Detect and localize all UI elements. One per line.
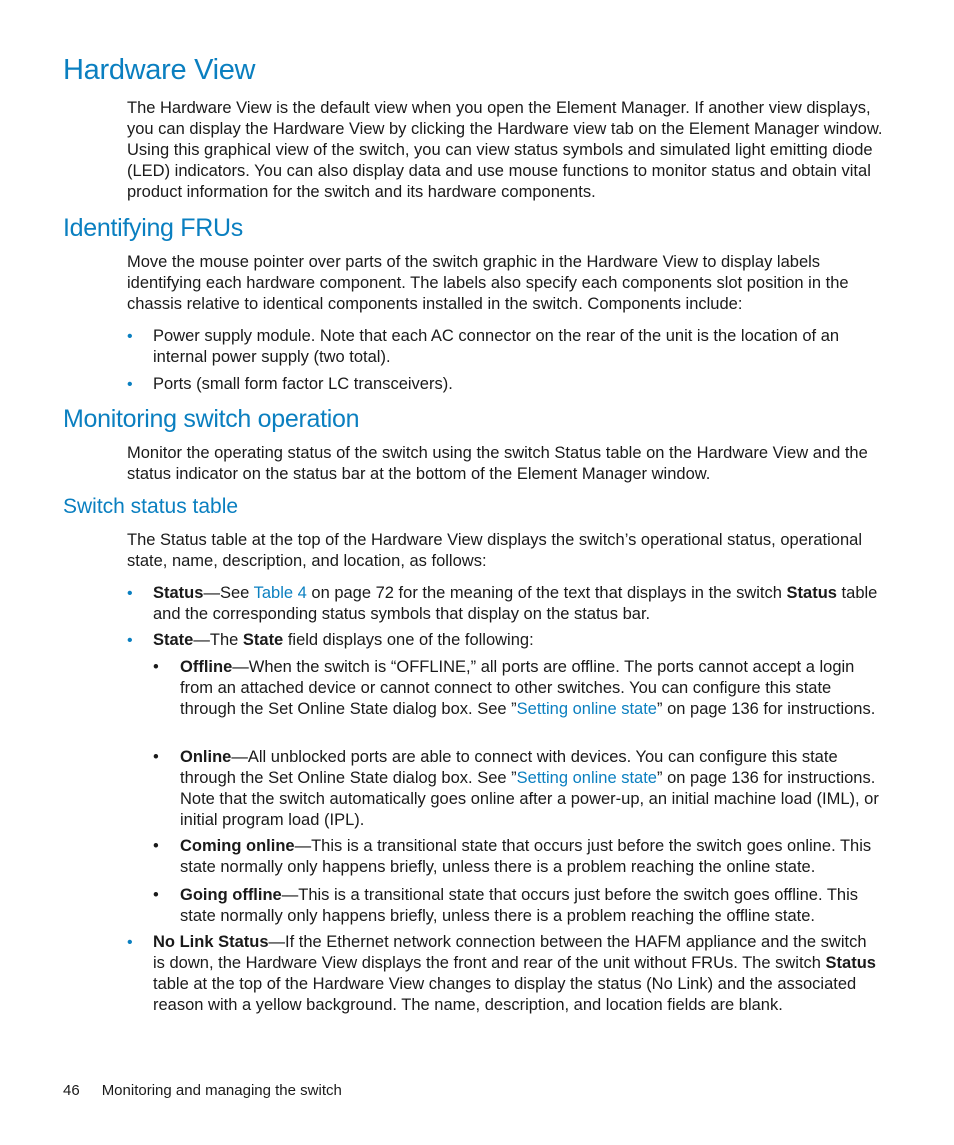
bullet-icon: • bbox=[153, 748, 159, 766]
text-run: on page 72 for the meaning of the text that displays in the switch bbox=[306, 584, 787, 602]
list-item-text bbox=[153, 583, 883, 625]
term-no-link-status: No Link Status bbox=[153, 933, 269, 951]
link-setting-online-state[interactable]: Setting online state bbox=[516, 700, 657, 718]
list-item-text bbox=[180, 657, 887, 720]
footer-section-title: Monitoring and managing the switch bbox=[101, 1082, 342, 1099]
term-online: Online bbox=[180, 748, 232, 766]
heading-monitoring-switch-operation: Monitoring switch operation bbox=[63, 405, 360, 433]
text-run: —See bbox=[203, 584, 254, 602]
text-run: —This is a transitional state that occurs just before the switch goes online. This state normally only happens briefly, unless there is a problem reaching the online state. bbox=[180, 837, 872, 876]
list-item-text: Ports (small form factor LC transceivers). bbox=[153, 375, 453, 393]
list-item-text bbox=[153, 932, 883, 1016]
heading-switch-status-table: Switch status table bbox=[63, 495, 239, 518]
bullet-icon: • bbox=[153, 837, 159, 855]
link-table-4[interactable]: Table 4 bbox=[253, 584, 307, 602]
page-footer bbox=[63, 1082, 342, 1099]
paragraph-status-table: The Status table at the top of the Hardware View displays the switch’s operational status, operational state, name, description, and location, as follows: bbox=[127, 531, 862, 570]
term-state-2: State bbox=[242, 631, 284, 649]
list-item-text bbox=[180, 747, 887, 831]
term-status-3: Status bbox=[825, 954, 876, 972]
term-coming-online: Coming online bbox=[180, 837, 295, 855]
bullet-icon: • bbox=[153, 658, 159, 676]
bullet-icon: • bbox=[127, 376, 133, 393]
text-run: —If the Ethernet network connection between the HAFM appliance and the switch is down, the Hardware View displays the front and rear of the unit without FRUs. The switch bbox=[153, 933, 867, 972]
text-run: ” on page 136 for instructions. bbox=[657, 700, 876, 718]
text-run: —This is a transitional state that occurs just before the switch goes offline. This state normally only happens briefly, unless there is a problem reaching the offline state. bbox=[180, 886, 858, 925]
text-run: ” on page 136 for instructions. Note that the switch automatically goes online after a power-up, an initial machine load (IML), or initial program load (IPL). bbox=[180, 769, 879, 829]
page-title: Hardware View bbox=[63, 54, 256, 86]
paragraph-identifying-frus: Move the mouse pointer over parts of the switch graphic in the Hardware View to display labels identifying each hardware component. The labels also specify each components slot position in the chassis relative to identical components installed in the switch. Components include: bbox=[127, 253, 849, 313]
paragraph-hardware-view: The Hardware View is the default view when you open the Element Manager. If another view displays, you can display the Hardware View by clicking the Hardware view tab on the Element Manager window. Using this graphical view of the switch, you can view status symbols and simulated light emitting diode (LED) indicators. You can also display data and use mouse functions to monitor status and obtain vital product information for the switch and its hardware components. bbox=[127, 99, 883, 201]
bullet-icon: • bbox=[153, 886, 159, 904]
bullet-icon: • bbox=[127, 632, 133, 649]
term-going-offline: Going offline bbox=[180, 886, 282, 904]
text-run: field displays one of the following: bbox=[283, 631, 534, 649]
list-item-text bbox=[180, 836, 887, 878]
list-item-text bbox=[180, 885, 887, 927]
term-offline: Offline bbox=[180, 658, 233, 676]
bullet-icon: • bbox=[127, 934, 133, 951]
text-run: —When the switch is “OFFLINE,” all ports are offline. The ports cannot accept a login from an attached device or cannot connect to other switches. You can configure this state through the Set Online State dialog box. See ” bbox=[180, 658, 855, 718]
paragraph-monitoring: Monitor the operating status of the switch using the switch Status table on the Hardware View and the status indicator on the status bar at the bottom of the Element Manager window. bbox=[127, 444, 868, 483]
list-item-text bbox=[153, 630, 883, 651]
term-status-2: Status bbox=[786, 584, 837, 602]
bullet-icon: • bbox=[127, 328, 133, 345]
link-setting-online-state[interactable]: Setting online state bbox=[516, 769, 657, 787]
text-run: table and the corresponding status symbols that display on the status bar. bbox=[153, 584, 878, 623]
heading-identifying-frus: Identifying FRUs bbox=[63, 214, 243, 242]
text-run: table at the top of the Hardware View changes to display the status (No Link) and the associated reason with a yellow background. The name, description, and location fields are blank. bbox=[153, 975, 857, 1014]
list-item-text: Power supply module. Note that each AC connector on the rear of the unit is the location of an internal power supply (two total). bbox=[153, 327, 840, 366]
bullet-icon: • bbox=[127, 585, 133, 602]
page-number: 46 bbox=[63, 1082, 80, 1099]
text-run: —The bbox=[193, 631, 243, 649]
text-run: —All unblocked ports are able to connect with devices. You can configure this state through the Set Online State dialog box. See ” bbox=[180, 748, 838, 787]
term-state: State bbox=[153, 631, 194, 649]
term-status: Status bbox=[153, 584, 204, 602]
